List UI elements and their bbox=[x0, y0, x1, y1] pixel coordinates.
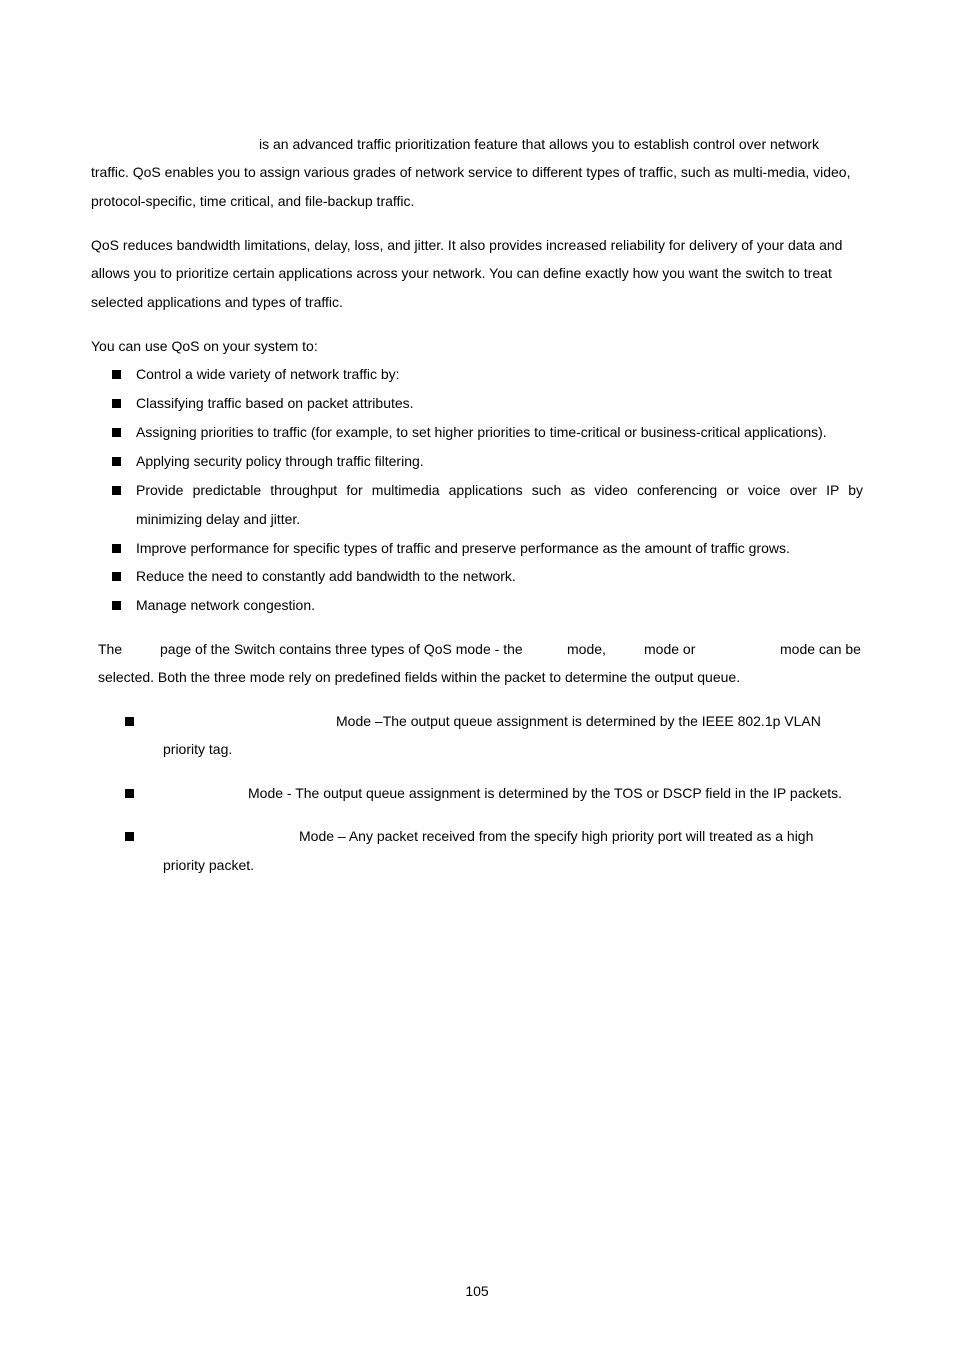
list-item: Applying security policy through traffic filtering. bbox=[136, 453, 424, 469]
intro-line-1: is an advanced traffic prioritization feature that allows you to establish control over network bbox=[259, 136, 820, 152]
bullet-icon bbox=[112, 370, 121, 379]
para2-line-2: allows you to prioritize certain applications across your network. You can define exactly how you want the switch to treat bbox=[91, 265, 832, 281]
page-number: 105 bbox=[465, 1283, 489, 1299]
bullet-icon bbox=[112, 399, 121, 408]
list-item: Manage network congestion. bbox=[136, 597, 315, 613]
mode-description-continuation: priority packet. bbox=[163, 857, 255, 873]
bullet-icon bbox=[125, 789, 134, 798]
list-item-continuation: minimizing delay and jitter. bbox=[136, 511, 301, 527]
bullet-icon bbox=[125, 832, 134, 841]
modes-para-segment: mode or bbox=[644, 641, 696, 657]
list-item: Improve performance for specific types of traffic and preserve performance as the amount of traffic grows. bbox=[136, 540, 790, 556]
mode-description: Mode - The output queue assignment is determined by the TOS or DSCP field in the IP packets. bbox=[248, 785, 843, 801]
bullet-icon bbox=[112, 486, 121, 495]
intro-line-3: protocol-specific, time critical, and file-backup traffic. bbox=[91, 193, 415, 209]
para2-line-3: selected applications and types of traffic. bbox=[91, 294, 343, 310]
bullet-icon bbox=[125, 717, 134, 726]
list-item: Classifying traffic based on packet attributes. bbox=[136, 395, 414, 411]
modes-para-segment: mode can be bbox=[780, 641, 861, 657]
modes-para-segment: page of the Switch contains three types of QoS mode - the bbox=[160, 641, 523, 657]
bullet-icon bbox=[112, 544, 121, 553]
bullet-icon bbox=[112, 572, 121, 581]
list-item: Reduce the need to constantly add bandwidth to the network. bbox=[136, 568, 516, 584]
intro-line-2: traffic. QoS enables you to assign various grades of network service to different types of traffic, such as multi-media, video, bbox=[91, 164, 851, 180]
bullet-icon bbox=[112, 601, 121, 610]
modes-para-line-2: selected. Both the three mode rely on predefined fields within the packet to determine the output queue. bbox=[98, 669, 741, 685]
list-item: Control a wide variety of network traffic by: bbox=[136, 366, 400, 382]
list-item: Assigning priorities to traffic (for example, to set higher priorities to time-critical or business-critical applications). bbox=[136, 424, 827, 440]
para2-line-1: QoS reduces bandwidth limitations, delay, loss, and jitter. It also provides increased reliability for delivery of your data and bbox=[91, 237, 843, 253]
modes-para-word-the: The bbox=[98, 641, 123, 657]
mode-description: Mode – Any packet received from the specify high priority port will treated as a high bbox=[299, 828, 814, 844]
mode-description: Mode –The output queue assignment is determined by the IEEE 802.1p VLAN bbox=[336, 713, 821, 729]
modes-para-segment: mode, bbox=[567, 641, 606, 657]
bullet-icon bbox=[112, 457, 121, 466]
uses-lead: You can use QoS on your system to: bbox=[91, 338, 318, 354]
bullet-icon bbox=[112, 428, 121, 437]
mode-description-continuation: priority tag. bbox=[163, 741, 233, 757]
list-item: Provide predictable throughput for multimedia applications such as video conferencing or voice over IP by bbox=[136, 482, 863, 498]
